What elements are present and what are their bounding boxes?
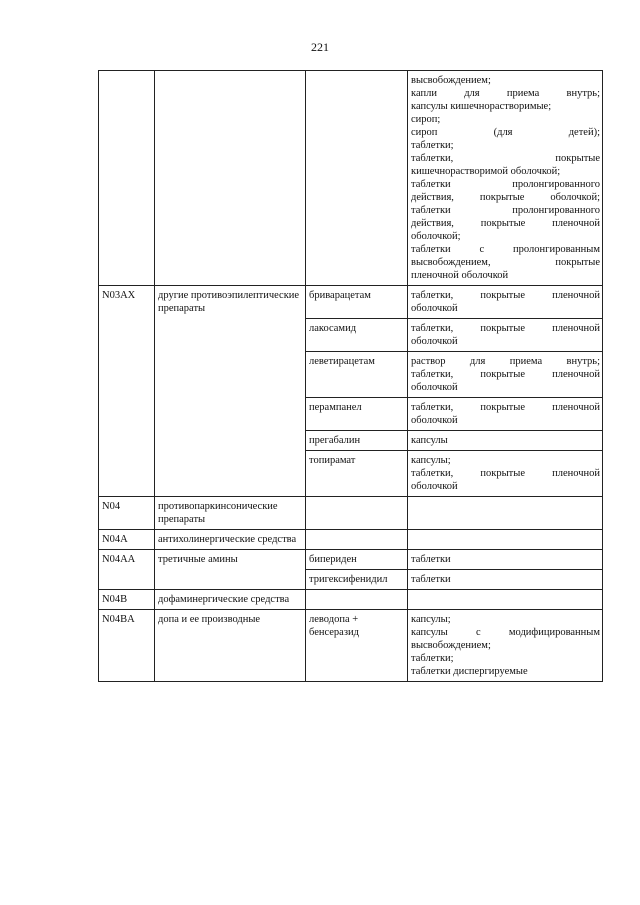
form-line: оболочкой — [411, 481, 458, 492]
forms-cell — [408, 431, 603, 451]
code-cell: N04BA — [99, 610, 155, 682]
drug-cell: перампанел — [306, 398, 408, 431]
drug-cell — [306, 530, 408, 550]
form-line: таблетки, покрытые пленочной — [411, 402, 600, 413]
forms-cell — [408, 550, 603, 570]
form-line: оболочкой — [411, 415, 458, 426]
code-cell: N04A — [99, 530, 155, 550]
form-line: высвобождением; — [411, 640, 491, 651]
form-line: высвобождением, покрытые — [411, 257, 600, 268]
code-cell: N04B — [99, 590, 155, 610]
group-cell: допа и ее производные — [155, 610, 306, 682]
forms-cell — [408, 319, 603, 352]
forms-cell — [408, 570, 603, 590]
forms-cell — [408, 590, 603, 610]
form-line: кишечнорастворимой оболочкой; — [411, 166, 561, 177]
form-line: таблетки, покрытые пленочной — [411, 323, 600, 334]
code-cell: N04 — [99, 497, 155, 530]
form-line: таблетки — [411, 554, 451, 565]
drug-cell: леводопа + бенсеразид — [306, 610, 408, 682]
table-row-n04aa — [99, 550, 603, 570]
table-row-n03ax — [99, 286, 603, 319]
drug-cell: тригексифенидил — [306, 570, 408, 590]
table-row-n04b — [99, 590, 603, 610]
form-line: таблетки, покрытые — [411, 153, 600, 164]
group-cell: противопаркинсонические препараты — [155, 497, 306, 530]
form-line: капсулы кишечнорастворимые; — [411, 101, 552, 112]
group-cell: третичные амины — [155, 550, 306, 590]
form-line: таблетки диспергируемые — [411, 666, 528, 677]
form-line: капсулы; — [411, 455, 451, 466]
group-cell: другие противоэпилептические препараты — [155, 286, 306, 497]
drug-cell — [306, 497, 408, 530]
table-row-n04 — [99, 497, 603, 530]
group-cell: антихолинергические средства — [155, 530, 306, 550]
form-line: таблетки пролонгированного — [411, 205, 600, 216]
form-line: капсулы с модифицированным — [411, 627, 600, 638]
form-line: сироп (для детей); — [411, 127, 600, 138]
form-line: раствор для приема внутрь; — [411, 356, 600, 367]
forms-cell — [408, 610, 603, 682]
forms-cell — [408, 451, 603, 497]
page-number: 221 — [311, 40, 329, 54]
drug-cell — [306, 590, 408, 610]
code-cell: N04AA — [99, 550, 155, 590]
form-line: действия, покрытые пленочной — [411, 218, 600, 229]
form-line: таблетки — [411, 574, 451, 585]
form-line: капли для приема внутрь; — [411, 88, 600, 99]
drug-cell: бипериден — [306, 550, 408, 570]
forms-cell — [408, 398, 603, 431]
drug-table — [98, 70, 603, 682]
forms-cell — [408, 497, 603, 530]
forms-cell — [408, 286, 603, 319]
table-row-n04a — [99, 530, 603, 550]
form-line: таблетки, покрытые пленочной — [411, 290, 600, 301]
form-line: таблетки; — [411, 653, 454, 664]
forms-cell — [408, 352, 603, 398]
form-line: оболочкой — [411, 336, 458, 347]
form-line: оболочкой; — [411, 231, 461, 242]
group-cell: дофаминергические средства — [155, 590, 306, 610]
form-line: оболочкой — [411, 382, 458, 393]
drug-cell: лакосамид — [306, 319, 408, 352]
form-line: таблетки, покрытые пленочной — [411, 468, 600, 479]
table-row-n04ba — [99, 610, 603, 682]
form-line: капсулы — [411, 435, 448, 446]
group-cell — [155, 71, 306, 286]
form-line: таблетки с пролонгированным — [411, 244, 600, 255]
forms-cell — [408, 530, 603, 550]
drug-cell: бриварацетам — [306, 286, 408, 319]
code-cell — [99, 71, 155, 286]
form-line: капсулы; — [411, 614, 451, 625]
form-line: оболочкой — [411, 303, 458, 314]
form-line: сироп; — [411, 114, 441, 125]
code-cell: N03AX — [99, 286, 155, 497]
table-row-continuation — [99, 71, 603, 286]
form-line: таблетки пролонгированного — [411, 179, 600, 190]
form-line: высвобождением; — [411, 75, 491, 86]
drug-cell — [306, 71, 408, 286]
form-line: действия, покрытые оболочкой; — [411, 192, 600, 203]
drug-cell: леветирацетам — [306, 352, 408, 398]
form-line: таблетки, покрытые пленочной — [411, 369, 600, 380]
forms-cell — [408, 71, 603, 286]
drug-cell: прегабалин — [306, 431, 408, 451]
form-line: таблетки; — [411, 140, 454, 151]
drug-cell: топирамат — [306, 451, 408, 497]
form-line: пленочной оболочкой — [411, 270, 509, 281]
